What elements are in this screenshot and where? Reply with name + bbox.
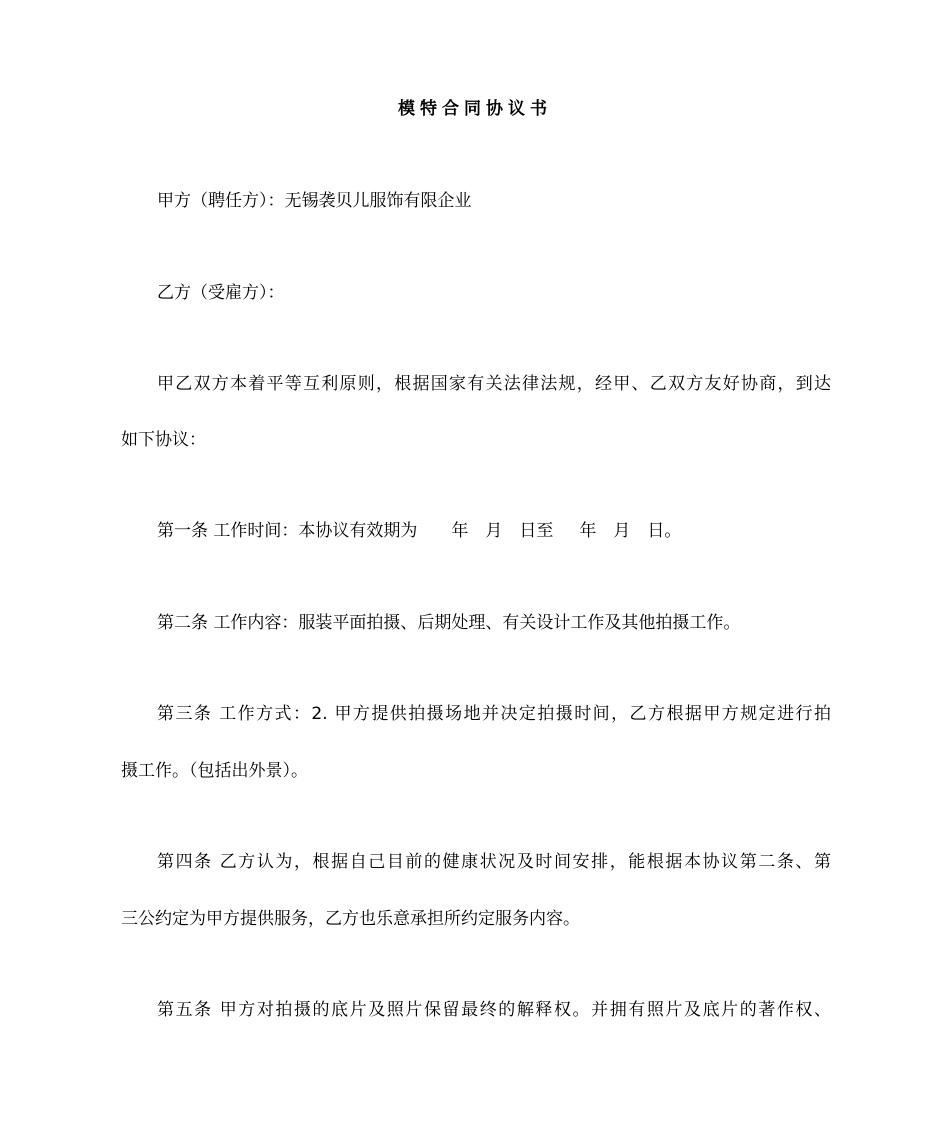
- article-3-line-1: 第三条 工作方式：2. 甲方提供拍摄场地并决定拍摄时间，乙方根据甲方规定进行拍: [157, 704, 831, 724]
- article-1-year-start: 年: [451, 521, 469, 541]
- preamble-line-2: 如下协议：: [121, 430, 206, 450]
- article-1-day-to: 日至: [519, 521, 554, 541]
- article-1-month-start: 月: [485, 521, 503, 541]
- party-b-line: 乙方（受雇方）：: [157, 283, 285, 303]
- article-1-month-end: 月: [613, 521, 631, 541]
- document-title: 模特合同协议书: [398, 99, 552, 119]
- article-4-line-2: 三公约定为甲方提供服务，乙方也乐意承担所约定服务内容。: [121, 909, 580, 929]
- preamble-line-1: 甲乙双方本着平等互利原则，根据国家有关法律法规，经甲、乙双方友好协商，到达: [157, 374, 831, 394]
- article-1-day-end: 日。: [647, 521, 682, 541]
- article-5-line-1: 第五条 甲方对拍摄的底片及照片保留最终的解释权。并拥有照片及底片的著作权、: [157, 1000, 831, 1020]
- article-2-line: 第二条 工作内容：服装平面拍摄、后期处理、有关设计工作及其他拍摄工作。: [157, 613, 741, 633]
- article-4-line-1: 第四条 乙方认为，根据自己目前的健康状况及时间安排，能根据本协议第二条、第: [157, 852, 831, 872]
- party-a-line: 甲方（聘任方）：无锡袭贝儿服饰有限企业: [157, 191, 472, 211]
- article-1-year-end: 年: [579, 521, 597, 541]
- article-3-line-2: 摄工作。（包括出外景）。: [121, 761, 308, 781]
- article-1-line: [157, 519, 831, 543]
- article-1-prefix: 第一条 工作时间：本协议有效期为: [157, 521, 418, 541]
